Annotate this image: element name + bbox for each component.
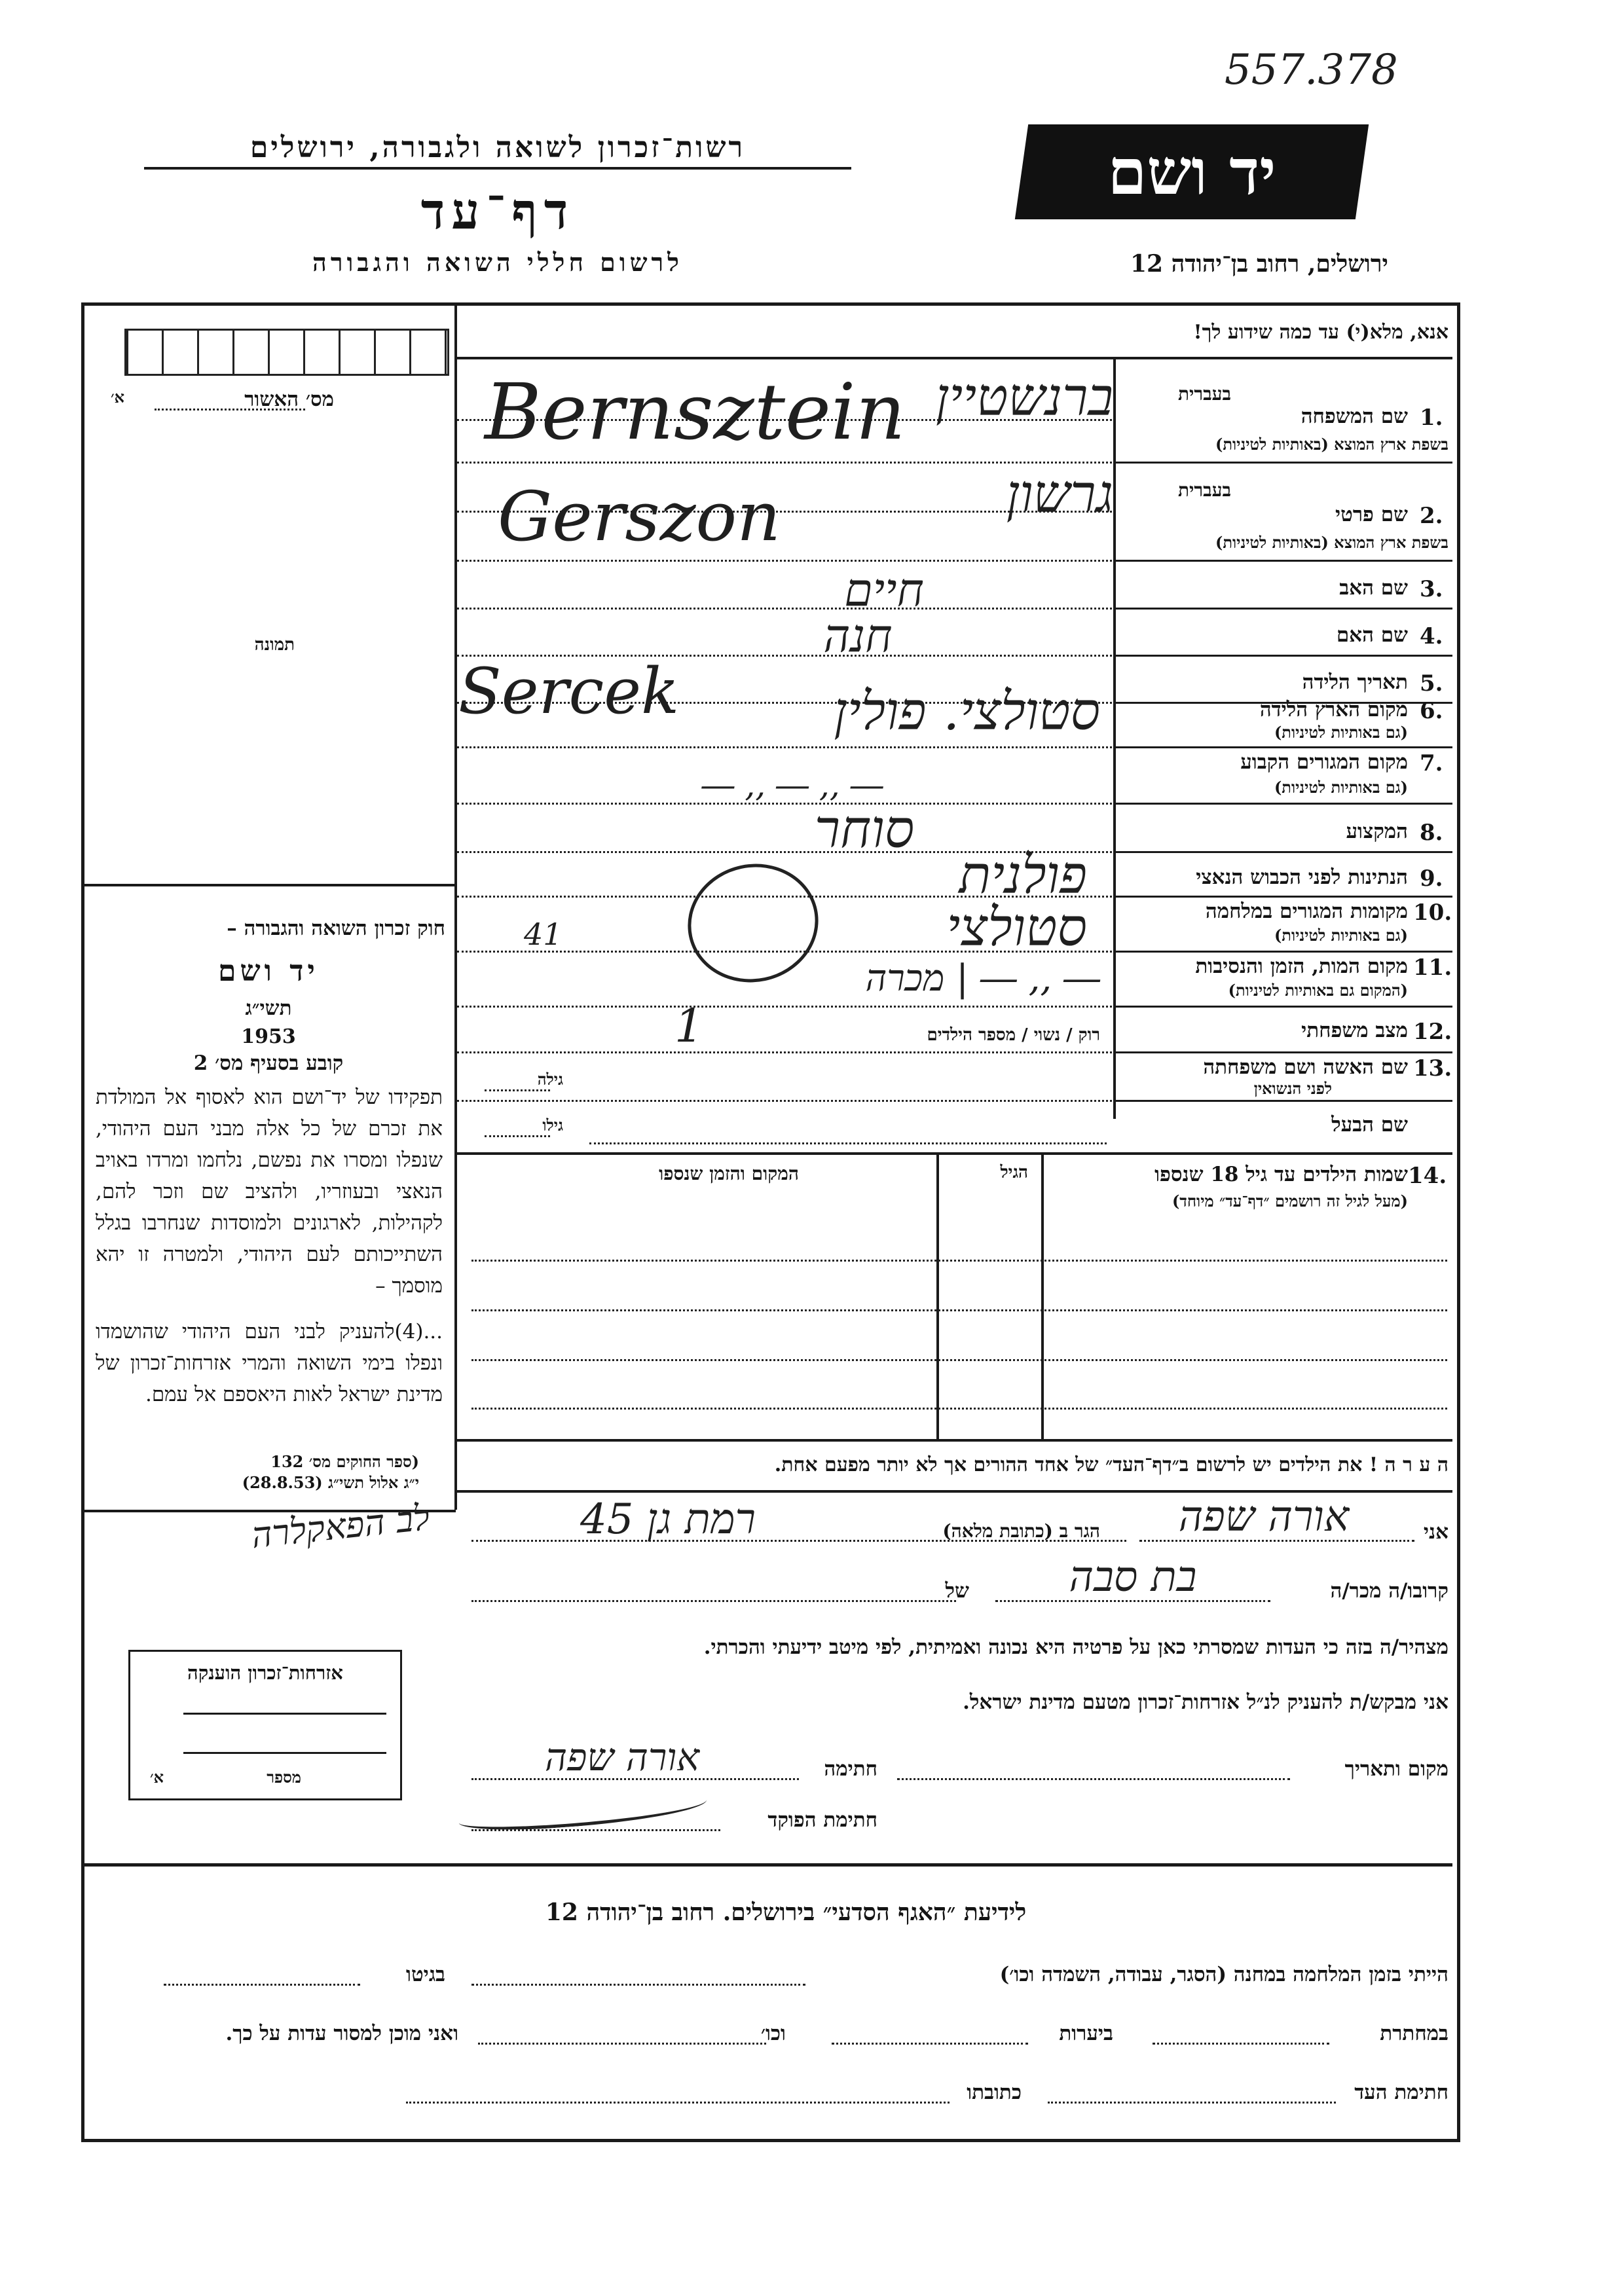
logo-text: יד ושם xyxy=(1107,135,1276,209)
value-line-6 xyxy=(457,746,1112,748)
declaration-statement: מצהיר/ה בזה כי העדות שמסרתי כאן על פרטיה היא נכונה ואמיתית, לפי מיטב ידיעתי והכרתי. xyxy=(703,1635,1449,1659)
field-5-number: 5. xyxy=(1420,670,1443,697)
rule-4 xyxy=(1116,655,1452,657)
declaration-request: אני מבקש/ת להעניק לנ״ל אזרחות־זכרון מטעם מדינת ישראל. xyxy=(963,1690,1449,1714)
footer-line3-fill-b xyxy=(406,2102,950,2104)
citizenship-number-prefix: א׳ xyxy=(150,1768,164,1787)
footer-line3-a: חתימת העד xyxy=(1354,2081,1449,2104)
declaration-prefix: אני xyxy=(1423,1520,1449,1544)
value-line-2b xyxy=(457,560,1112,562)
field-7-label: מקום המגורים הקבוע xyxy=(1240,750,1408,774)
rule-10 xyxy=(1116,951,1452,953)
footer-line2-a: במחתרת xyxy=(1380,2022,1449,2045)
children-sub: (מעל לגיל זה רושמים ״דף־עד״ מיוחד) xyxy=(1172,1192,1408,1211)
citizenship-number-label: מספר xyxy=(267,1768,301,1787)
field-4-value: חנה xyxy=(823,609,893,663)
law-body: תפקידו של יד־ושם הוא לאסוף אל המולדת את זכרם של כל אלה מבני העם היהודי, שנפלו ומסרו את נפשם, נלחמו ומרדו באויב הנאצי ובעוזריו, ולהציב שם וזכר להם, לקהילות, לארגונים ולמוסדות שנחרבו בגלל השתייכותם לעם היהודי, ולמטרה זו יהא מוסמך – xyxy=(96,1085,443,1298)
children-col-divider-2 xyxy=(936,1155,939,1439)
rule-9 xyxy=(1116,896,1452,898)
field-7-value: ― ,, ― ,, ― xyxy=(701,766,883,804)
declaration-name: אורה שפה xyxy=(1178,1493,1350,1541)
footer-line2-fill-c xyxy=(478,2043,766,2045)
signature-label: חתימה xyxy=(824,1757,877,1781)
relation-label: קרובו/ה מכר/ה xyxy=(1330,1579,1449,1603)
husband-label: שם הבעל xyxy=(1331,1113,1408,1137)
field-12-number: 12. xyxy=(1413,1019,1452,1045)
footer-line2-b: ביערות xyxy=(1059,2022,1113,2045)
rule-11 xyxy=(1116,1006,1452,1008)
citizenship-line-1 xyxy=(183,1713,386,1715)
footer-line3-b: כתובתו xyxy=(967,2081,1022,2104)
field-9-number: 9. xyxy=(1420,866,1443,892)
left-panel-divider xyxy=(454,305,457,1510)
instruction-rule xyxy=(457,357,1452,359)
field-11-number: 11. xyxy=(1413,955,1452,981)
rule-8 xyxy=(1116,851,1452,853)
field-13-number: 13. xyxy=(1413,1055,1452,1082)
field-11-value: ― ,, ― | מכרה xyxy=(865,957,1100,1000)
relation-value: בת סבה xyxy=(1069,1553,1197,1601)
children-label: שמות הילדים עד גיל 18 שנספו xyxy=(1154,1163,1408,1186)
rule-6 xyxy=(1116,746,1452,748)
law-title: חוק זכרון השואה והגבורה – xyxy=(227,917,445,940)
field-9-value: פולנית xyxy=(959,845,1087,905)
field-1-value: ברנשטיין xyxy=(935,367,1113,428)
field-2-label: שם פרטי xyxy=(1335,503,1408,526)
label-column-divider xyxy=(1113,359,1116,1119)
footer-title: לידיעת ״האגף הסדעי״ בירושלים. רחוב בן־יהודה 12 xyxy=(545,1899,1027,1926)
field-2-number: 2. xyxy=(1420,503,1443,529)
husband-age-line xyxy=(485,1135,550,1137)
archive-number: 557.378 xyxy=(1225,46,1398,94)
law-section: קובע בסעיף מס׳ 2 xyxy=(193,1051,344,1075)
field-7-number: 7. xyxy=(1420,750,1443,776)
approval-label: מס׳ האשור xyxy=(244,388,334,411)
footer-line2-c: וכו׳ xyxy=(760,2022,786,2045)
field-7-sub: (גם באותיות לטיניות) xyxy=(1274,778,1408,797)
children-row-1 xyxy=(471,1260,1447,1262)
address: ירושלים, רחוב בן־יהודה 12 xyxy=(1130,250,1388,278)
value-line-12 xyxy=(457,1051,1112,1053)
field-13-label: שם האשה ושם משפחתה xyxy=(1203,1055,1408,1079)
field-6-number: 6. xyxy=(1420,698,1443,724)
law-year-hebrew: תשי״ג xyxy=(245,996,292,1020)
children-row-4 xyxy=(471,1408,1447,1410)
rule-1 xyxy=(1116,462,1452,464)
field-1-sub: בשפת ארץ המוצא (באותיות לטיניות) xyxy=(1215,435,1449,454)
note: ה ע ר ה ! את הילדים יש לרשום ב״דף־העד״ של אחד ההורים אך לא יותר מפעם אחת. xyxy=(774,1453,1449,1476)
field-12-label: מצב משפחתי xyxy=(1301,1019,1408,1042)
field-13-age-label: גילה xyxy=(537,1070,563,1089)
declaration-resident-label: הגר ב (כתובת מלאה) xyxy=(942,1520,1100,1542)
field-1-lang: בעברית xyxy=(1177,383,1231,405)
photo-label: תמונה xyxy=(254,635,295,655)
value-line-13 xyxy=(457,1100,1112,1102)
children-col-age: הגיל xyxy=(1000,1163,1028,1182)
field-6-label: מקום הארץ הלידה xyxy=(1259,698,1408,721)
field-2-lang: בעברית xyxy=(1177,479,1231,501)
field-10-number: 10. xyxy=(1413,900,1452,926)
footer-line1-end xyxy=(164,1984,360,1986)
children-row-2 xyxy=(471,1309,1447,1311)
rule-2 xyxy=(1116,560,1452,562)
value-line-11 xyxy=(457,1006,1112,1008)
law-footnote-2: י״ג אלול תשי״ג (28.8.53) xyxy=(242,1473,419,1492)
husband-rule xyxy=(457,1152,1452,1155)
field-11-label: מקום המות, הזמן והנסיבות xyxy=(1195,955,1408,978)
children-number: 14. xyxy=(1408,1163,1447,1189)
field-4-number: 4. xyxy=(1420,623,1443,649)
approval-prefix: א׳ xyxy=(111,388,124,407)
footer-divider xyxy=(84,1863,1452,1867)
field-3-value: חיים xyxy=(844,563,924,617)
field-1-number: 1. xyxy=(1420,405,1443,431)
field-1-label: שם המשפחה xyxy=(1301,405,1408,428)
rule-13 xyxy=(1116,1100,1452,1102)
rule-3 xyxy=(1116,608,1452,610)
footer-line2-fill-a xyxy=(1153,2043,1329,2045)
field-10-label: מקומות המגורים במלחמה xyxy=(1205,900,1408,923)
rule-7 xyxy=(1116,803,1452,805)
footer-line1-a: הייתי בזמן המלחמה במחנה (הסגר, עבודה, השמדה וכו׳) xyxy=(999,1963,1449,1986)
relation-of-label: של xyxy=(945,1579,969,1603)
place-date-line xyxy=(897,1778,1290,1780)
form-subtitle: לרשום חללי השואה והגבורה xyxy=(312,247,683,277)
field-6-value: סטולצי. פולין xyxy=(834,681,1100,742)
signature-value: אורה שפה xyxy=(545,1735,699,1779)
field-3-label: שם האב xyxy=(1339,576,1408,600)
law-footnote-1: (ספר החוקים מס׳ 132 xyxy=(270,1452,419,1471)
field-8-value: סוחר xyxy=(814,799,915,860)
field-11-sub: (המקום גם באותיות לטיניות) xyxy=(1228,981,1408,1000)
field-9-label: הנתינות לפני הכבוש הנאצי xyxy=(1196,866,1408,889)
rule-12 xyxy=(1116,1051,1452,1053)
field-13-sub: לפני הנשואין xyxy=(1253,1079,1332,1098)
field-10-value: סטולצי xyxy=(946,897,1087,958)
field-10-side-value: 41 xyxy=(524,917,563,952)
husband-value-line xyxy=(589,1142,1107,1144)
declaration-address: רמת גן 45 xyxy=(580,1495,756,1544)
approval-boxes xyxy=(124,329,449,376)
field-5-label: תאריך הלידה xyxy=(1302,670,1408,694)
field-2-value-latin: Gerszon xyxy=(498,477,781,556)
children-row-3 xyxy=(471,1359,1447,1361)
children-col-place: המקום והזמן שנספו xyxy=(659,1163,799,1184)
children-bottom-rule xyxy=(457,1439,1452,1442)
relation-of-line xyxy=(471,1600,956,1602)
field-10-sub: (גם באותיות לטיניות) xyxy=(1274,926,1408,945)
children-col-divider-1 xyxy=(1041,1155,1044,1439)
footer-line1-fill xyxy=(471,1984,805,1986)
signature-note: לב הפאקלרה xyxy=(249,1496,432,1557)
instruction: אנא, מלא(י) עד כמה שידוע לך! xyxy=(1193,321,1449,344)
approval-line xyxy=(155,409,305,410)
authority-line: רשות־זכרון לשואה ולגבורה, ירושלים xyxy=(144,131,851,170)
field-2-value: גרשון xyxy=(1006,464,1113,524)
field-13-age-line xyxy=(485,1089,550,1091)
law-year: 1953 xyxy=(241,1025,296,1048)
citizenship-title: אזרחות־זכרון הוענקה xyxy=(187,1662,343,1684)
footer-line1-b: בגיטו xyxy=(406,1963,445,1986)
form-title: דף־עד xyxy=(420,182,575,240)
field-6-value-latin: Sercek xyxy=(458,655,680,728)
official-signature-label: חתימת הפוקד xyxy=(767,1808,877,1832)
field-2-sub: בשפת ארץ המוצא (באותיות לטיניות) xyxy=(1215,533,1449,552)
law-clause: ...(4)להעניק לבני העם היהודי שהושמדו ונפלו בימי השואה והמרי אזרחות־זכרון של מדינת ישראל לאות היאספם אל עמם. xyxy=(96,1320,443,1406)
footer-line3-fill-a xyxy=(1048,2102,1336,2104)
yad-vashem-logo xyxy=(1015,124,1369,219)
field-12-options: רוק / נשוי / מספר הילדים xyxy=(927,1025,1100,1045)
husband-age-label: גילו xyxy=(542,1116,563,1135)
place-date-label: מקום ותאריך xyxy=(1344,1757,1449,1781)
field-6-sub: (גם באותיות לטיניות) xyxy=(1274,723,1408,742)
citizenship-line-2 xyxy=(183,1752,386,1754)
footer-line2-d: ואני מוכן למסור עדות על כך. xyxy=(225,2022,458,2045)
field-3-number: 3. xyxy=(1420,576,1443,602)
law-name: יד ושם xyxy=(218,955,319,988)
field-8-number: 8. xyxy=(1420,820,1443,846)
field-1-value-latin: Bernsztein xyxy=(485,367,906,457)
footer-line2-fill-b xyxy=(832,2043,1028,2045)
field-4-label: שם האם xyxy=(1336,623,1408,647)
field-8-label: המקצוע xyxy=(1346,820,1408,843)
law-top-rule xyxy=(84,884,456,886)
field-12-value: 1 xyxy=(674,999,704,1053)
